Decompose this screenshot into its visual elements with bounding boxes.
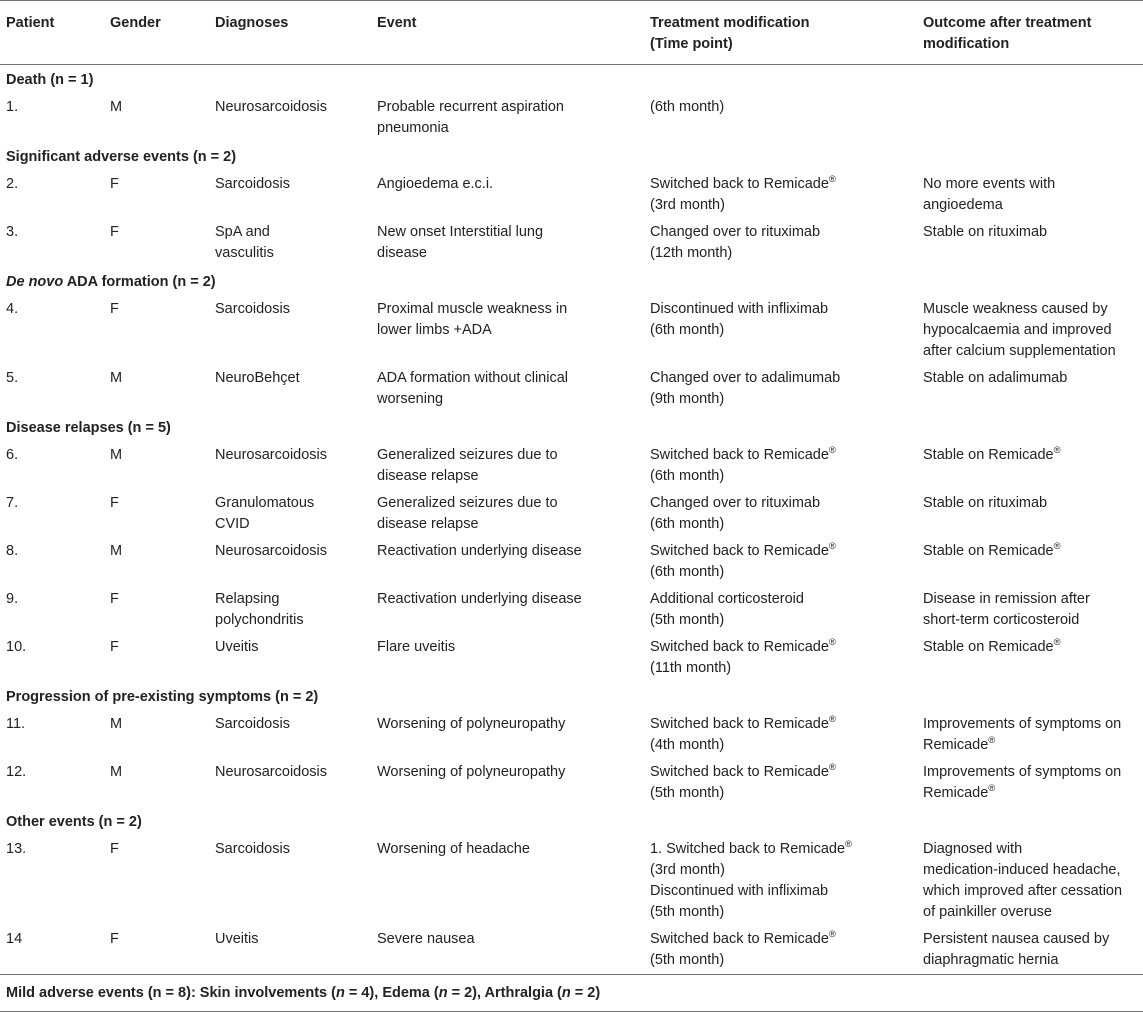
treatment-line: (6th month): [650, 322, 725, 338]
cell-patient: 14: [6, 931, 23, 947]
cell-gender: F: [110, 841, 119, 857]
section-row: [0, 142, 1143, 171]
outcome-line: Remicade®: [923, 783, 996, 801]
outcome-line: Muscle weakness caused by: [923, 301, 1108, 317]
outcome-line: Improvements of symptoms on: [923, 764, 1122, 780]
outcome-line: No more events with: [923, 176, 1056, 192]
outcome-line: Remicade®: [923, 735, 996, 753]
diagnosis-line: vasculitis: [215, 245, 274, 261]
event-line: New onset Interstitial lung: [377, 224, 544, 240]
diagnosis-line: Sarcoidosis: [215, 716, 290, 732]
header-event: Event: [377, 15, 417, 31]
cell-diagnosis: [209, 490, 371, 538]
footer-text-3: = 2), Arthralgia (: [447, 985, 562, 1001]
header-outcome-line1: Outcome after treatment: [923, 15, 1092, 31]
treatment-line: (6th month): [650, 468, 725, 484]
registered-mark: ®: [828, 762, 836, 774]
treatment-line: (11th month): [650, 660, 732, 676]
outcome-line: medication-induced headache,: [923, 862, 1121, 878]
diagnosis-line: Granulomatous: [215, 495, 315, 511]
cell-outcome: [917, 171, 1143, 219]
cell-gender: F: [110, 931, 119, 947]
cell-gender: F: [110, 224, 119, 240]
diagnosis-line: Uveitis: [215, 639, 259, 655]
cell-patient: 2.: [6, 176, 19, 192]
event-line: Reactivation underlying disease: [377, 591, 582, 607]
cell-event: [371, 926, 644, 975]
outcome-line: Improvements of symptoms on: [923, 716, 1122, 732]
cell-gender: M: [110, 370, 123, 386]
cell-diagnosis: [209, 296, 371, 365]
treatment-line: Switched back to Remicade®: [650, 762, 836, 780]
outcome-line: Persistent nausea caused by: [923, 931, 1110, 947]
cell-treatment: [644, 836, 917, 926]
event-line: lower limbs +ADA: [377, 322, 492, 338]
diagnosis-line: Relapsing: [215, 591, 280, 607]
cell-treatment: [644, 171, 917, 219]
cell-treatment: [644, 538, 917, 586]
cell-treatment: [644, 94, 917, 142]
treatment-line: (4th month): [650, 737, 725, 753]
event-line: Reactivation underlying disease: [377, 543, 582, 559]
cell-event: [371, 538, 644, 586]
outcome-line: Stable on rituximab: [923, 495, 1048, 511]
cell-diagnosis: [209, 365, 371, 413]
cell-diagnosis: [209, 926, 371, 975]
header-treatment-line1: Treatment modification: [650, 15, 810, 31]
outcome-line: Stable on adalimumab: [923, 370, 1068, 386]
table-row: [0, 442, 1143, 490]
cell-outcome: [917, 759, 1143, 807]
treatment-line: Additional corticosteroid: [650, 591, 804, 607]
outcome-line: Stable on Remicade®: [923, 541, 1061, 559]
section-death: Death (n = 1): [6, 72, 94, 88]
treatment-line: (5th month): [650, 612, 725, 628]
cell-patient: 13.: [6, 841, 27, 857]
cell-event: [371, 365, 644, 413]
section-row: [0, 413, 1143, 442]
event-line: disease relapse: [377, 468, 479, 484]
cell-event: [371, 296, 644, 365]
cell-event: [371, 94, 644, 142]
diagnosis-line: Uveitis: [215, 931, 259, 947]
cell-treatment: [644, 711, 917, 759]
diagnosis-line: Sarcoidosis: [215, 841, 290, 857]
event-line: worsening: [377, 391, 444, 407]
header-patient: Patient: [6, 15, 55, 31]
cell-event: [371, 759, 644, 807]
cell-event: [371, 586, 644, 634]
outcome-line: of painkiller overuse: [923, 904, 1052, 920]
cell-treatment: [644, 296, 917, 365]
outcome-line: after calcium supplementation: [923, 343, 1116, 359]
cell-diagnosis: [209, 219, 371, 267]
table-row: [0, 296, 1143, 365]
cell-patient: 8.: [6, 543, 19, 559]
cell-event: [371, 219, 644, 267]
cell-gender: F: [110, 176, 119, 192]
event-line: Flare uveitis: [377, 639, 456, 655]
footer-text-1: Mild adverse events (n = 8): Skin involvements (: [6, 985, 336, 1001]
diagnosis-line: Sarcoidosis: [215, 176, 290, 192]
cell-gender: M: [110, 99, 123, 115]
treatment-line: Switched back to Remicade®: [650, 445, 836, 463]
cell-outcome: [917, 365, 1143, 413]
cell-gender: M: [110, 543, 123, 559]
cell-patient: 3.: [6, 224, 19, 240]
treatment-line: Switched back to Remicade®: [650, 174, 836, 192]
table-row: [0, 634, 1143, 682]
registered-mark: ®: [1053, 541, 1061, 553]
diagnosis-line: NeuroBehçet: [215, 370, 300, 386]
header-diagnoses: Diagnoses: [215, 15, 289, 31]
cell-gender: M: [110, 716, 123, 732]
diagnosis-line: Neurosarcoidosis: [215, 99, 328, 115]
footer-n-3: n: [561, 985, 571, 1001]
diagnosis-line: Neurosarcoidosis: [215, 447, 328, 463]
cell-treatment: [644, 586, 917, 634]
diagnosis-line: polychondritis: [215, 612, 304, 628]
event-line: Generalized seizures due to: [377, 447, 558, 463]
cell-treatment: [644, 634, 917, 682]
table-row: [0, 586, 1143, 634]
table-row: [0, 219, 1143, 267]
cell-gender: F: [110, 301, 119, 317]
diagnosis-line: Neurosarcoidosis: [215, 543, 328, 559]
registered-mark: ®: [828, 929, 836, 941]
registered-mark: ®: [828, 714, 836, 726]
cell-patient: 10.: [6, 639, 27, 655]
outcome-line: hypocalcaemia and improved: [923, 322, 1112, 338]
cell-diagnosis: [209, 586, 371, 634]
header-gender: Gender: [110, 15, 161, 31]
outcome-line: Diagnosed with: [923, 841, 1023, 857]
table-row: [0, 365, 1143, 413]
cell-outcome: [917, 219, 1143, 267]
section-row: [0, 65, 1143, 95]
event-line: Proximal muscle weakness in: [377, 301, 568, 317]
cell-diagnosis: [209, 634, 371, 682]
section-ada-italic: De novo: [6, 274, 64, 290]
footer-text-4: = 2): [570, 985, 601, 1001]
footer-text-2: = 4), Edema (: [344, 985, 439, 1001]
cell-outcome: [917, 926, 1143, 975]
cell-gender: F: [110, 591, 119, 607]
table-row: [0, 538, 1143, 586]
outcome-line: which improved after cessation: [923, 883, 1123, 899]
diagnosis-line: Sarcoidosis: [215, 301, 290, 317]
registered-mark: ®: [1053, 445, 1061, 457]
event-line: ADA formation without clinical: [377, 370, 568, 386]
section-ada: [0, 267, 1143, 296]
cell-treatment: [644, 365, 917, 413]
treatment-line: Switched back to Remicade®: [650, 637, 836, 655]
outcome-line: angioedema: [923, 197, 1003, 213]
event-line: Worsening of headache: [377, 841, 530, 857]
cell-outcome: [917, 836, 1143, 926]
treatment-line: (6th month): [650, 516, 725, 532]
cell-gender: F: [110, 495, 119, 511]
cell-outcome: [917, 711, 1143, 759]
cell-patient: 1.: [6, 99, 19, 115]
event-line: Probable recurrent aspiration: [377, 99, 564, 115]
cell-event: [371, 836, 644, 926]
cell-patient: 9.: [6, 591, 19, 607]
footer-n-2: n: [438, 985, 448, 1001]
section-row: [0, 682, 1143, 711]
cell-treatment: [644, 759, 917, 807]
header-outcome-line2: modification: [923, 36, 1010, 52]
registered-mark: ®: [988, 735, 996, 747]
cell-patient: 6.: [6, 447, 19, 463]
treatment-line: (5th month): [650, 785, 725, 801]
table-row: [0, 490, 1143, 538]
registered-mark: ®: [828, 637, 836, 649]
cell-patient: 4.: [6, 301, 19, 317]
cell-patient: 7.: [6, 495, 19, 511]
treatment-line: (5th month): [650, 952, 725, 968]
cell-patient: 11.: [6, 716, 26, 732]
registered-mark: ®: [988, 783, 996, 795]
event-line: Angioedema e.c.i.: [377, 176, 494, 192]
outcome-line: Stable on rituximab: [923, 224, 1048, 240]
cell-event: [371, 442, 644, 490]
section-significant: Significant adverse events (n = 2): [6, 149, 237, 165]
cell-treatment: [644, 219, 917, 267]
cell-diagnosis: [209, 538, 371, 586]
cell-outcome: [917, 490, 1143, 538]
outcome-line: short-term corticosteroid: [923, 612, 1080, 628]
section-relapses: Disease relapses (n = 5): [6, 420, 171, 436]
section-progression: Progression of pre-existing symptoms (n = 2): [6, 689, 319, 705]
registered-mark: ®: [1053, 637, 1061, 649]
treatment-line: (12th month): [650, 245, 733, 261]
diagnosis-line: SpA and: [215, 224, 270, 240]
event-line: pneumonia: [377, 120, 449, 136]
cell-diagnosis: [209, 94, 371, 142]
cell-outcome: [917, 538, 1143, 586]
outcome-line: Stable on Remicade®: [923, 445, 1061, 463]
cell-diagnosis: [209, 711, 371, 759]
treatment-line: Changed over to adalimumab: [650, 370, 841, 386]
cell-treatment: [644, 926, 917, 975]
event-line: disease relapse: [377, 516, 479, 532]
footer-n-1: n: [335, 985, 345, 1001]
table-row: [0, 711, 1143, 759]
cell-treatment: [644, 490, 917, 538]
cell-event: [371, 711, 644, 759]
treatment-line: Changed over to rituximab: [650, 224, 821, 240]
cell-event: [371, 171, 644, 219]
cell-diagnosis: [209, 759, 371, 807]
treatment-line: 1. Switched back to Remicade®: [650, 839, 853, 857]
cell-outcome: [917, 94, 1143, 142]
treatment-line: (9th month): [650, 391, 725, 407]
treatment-line: (6th month): [650, 564, 725, 580]
treatment-line: Switched back to Remicade®: [650, 541, 836, 559]
event-line: Worsening of polyneuropathy: [377, 716, 566, 732]
registered-mark: ®: [828, 174, 836, 186]
table-row: [0, 926, 1143, 975]
cell-outcome: [917, 296, 1143, 365]
footer-row: [0, 975, 1143, 1012]
table-header: [0, 1, 1143, 65]
treatment-line: Discontinued with infliximab: [650, 301, 829, 317]
event-line: Severe nausea: [377, 931, 475, 947]
cell-event: [371, 634, 644, 682]
registered-mark: ®: [828, 445, 836, 457]
treatment-line: (3rd month): [650, 862, 725, 878]
cell-patient: 12.: [6, 764, 27, 780]
cell-outcome: [917, 586, 1143, 634]
table-row: [0, 836, 1143, 926]
registered-mark: ®: [828, 541, 836, 553]
treatment-line: Discontinued with infliximab: [650, 883, 829, 899]
treatment-line: Switched back to Remicade®: [650, 714, 836, 732]
treatment-line: Changed over to rituximab: [650, 495, 821, 511]
cell-event: [371, 490, 644, 538]
table-row: [0, 171, 1143, 219]
header-outcome: [917, 1, 1143, 65]
cell-patient: 5.: [6, 370, 19, 386]
treatment-line: Switched back to Remicade®: [650, 929, 836, 947]
table-body: [0, 65, 1143, 1012]
outcome-line: diaphragmatic hernia: [923, 952, 1059, 968]
cell-gender: M: [110, 447, 123, 463]
header-treatment-line2: (Time point): [650, 36, 733, 52]
cell-outcome: [917, 634, 1143, 682]
diagnosis-line: CVID: [215, 516, 250, 532]
cell-treatment: [644, 442, 917, 490]
section-row: [0, 267, 1143, 296]
section-row: [0, 807, 1143, 836]
event-line: Worsening of polyneuropathy: [377, 764, 566, 780]
outcome-line: Disease in remission after: [923, 591, 1090, 607]
registered-mark: ®: [845, 839, 853, 851]
event-line: disease: [377, 245, 427, 261]
section-other: Other events (n = 2): [6, 814, 142, 830]
treatment-line: (5th month): [650, 904, 725, 920]
footer-note: [0, 975, 1143, 1012]
cell-diagnosis: [209, 442, 371, 490]
cell-gender: M: [110, 764, 123, 780]
treatment-line: (6th month): [650, 99, 725, 115]
cell-diagnosis: [209, 171, 371, 219]
cell-outcome: [917, 442, 1143, 490]
header-treatment: [644, 1, 917, 65]
event-line: Generalized seizures due to: [377, 495, 558, 511]
treatment-line: (3rd month): [650, 197, 725, 213]
table-row: [0, 759, 1143, 807]
cell-gender: F: [110, 639, 119, 655]
outcome-line: Stable on Remicade®: [923, 637, 1061, 655]
table-row: [0, 94, 1143, 142]
cell-diagnosis: [209, 836, 371, 926]
diagnosis-line: Neurosarcoidosis: [215, 764, 328, 780]
section-ada-rest: ADA formation (n = 2): [63, 274, 216, 290]
